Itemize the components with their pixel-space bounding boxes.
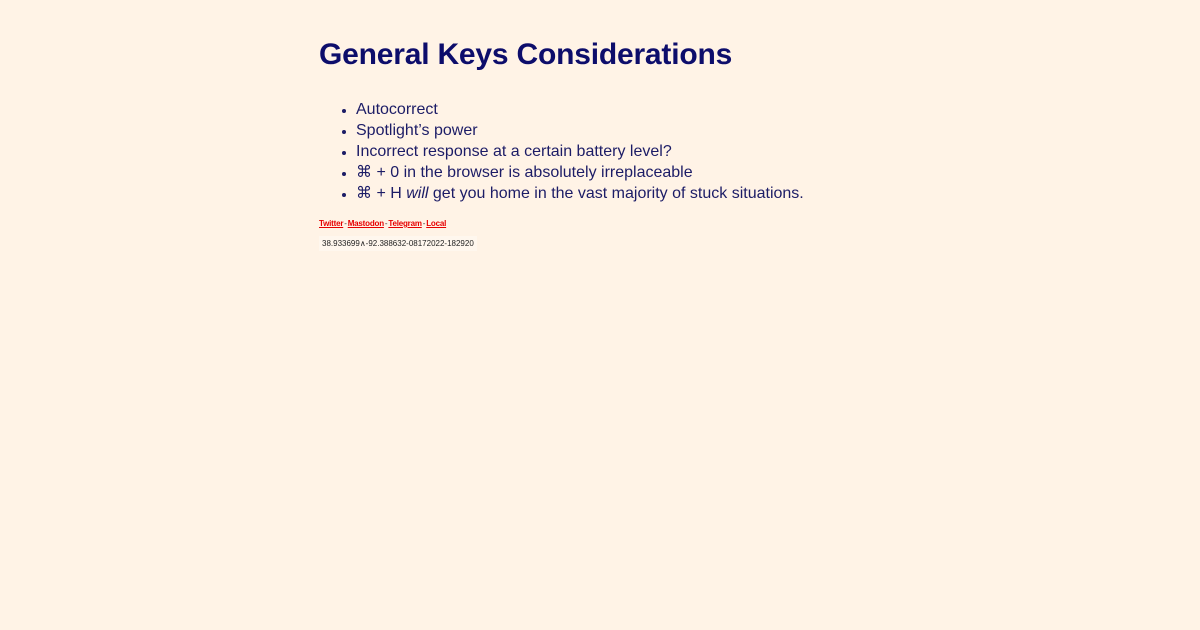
link-separator: - [422, 219, 426, 228]
link-separator: - [384, 219, 388, 228]
page-title: General Keys Considerations [319, 38, 733, 71]
list-item-emphasis: will [406, 185, 429, 202]
twitter-link[interactable]: Twitter [319, 219, 344, 228]
local-link[interactable]: Local [426, 219, 447, 228]
list-item: • Spotlight’s power [356, 120, 1079, 141]
footer-links [319, 218, 1079, 230]
list-item: • Autocorrect [356, 99, 1079, 120]
link-separator: - [344, 219, 347, 228]
list-item: • Incorrect response at a certain battery level? [356, 141, 1079, 162]
list-item-text-after: get you home in the vast majority of stuck situations. [428, 185, 804, 202]
list-item: • ⌘ + 0 in the browser is absolutely irreplaceable [356, 162, 1079, 183]
geo-timestamp: 38.933699∧-92.388632-08172022-182920 [319, 236, 477, 251]
consideration-list [319, 99, 1079, 204]
telegram-link[interactable]: Telegram [388, 219, 422, 228]
list-item-text-before: ⌘ + H [356, 185, 407, 202]
page-content [319, 36, 1079, 251]
list-item [356, 183, 1079, 204]
mastodon-link[interactable]: Mastodon [347, 219, 384, 228]
